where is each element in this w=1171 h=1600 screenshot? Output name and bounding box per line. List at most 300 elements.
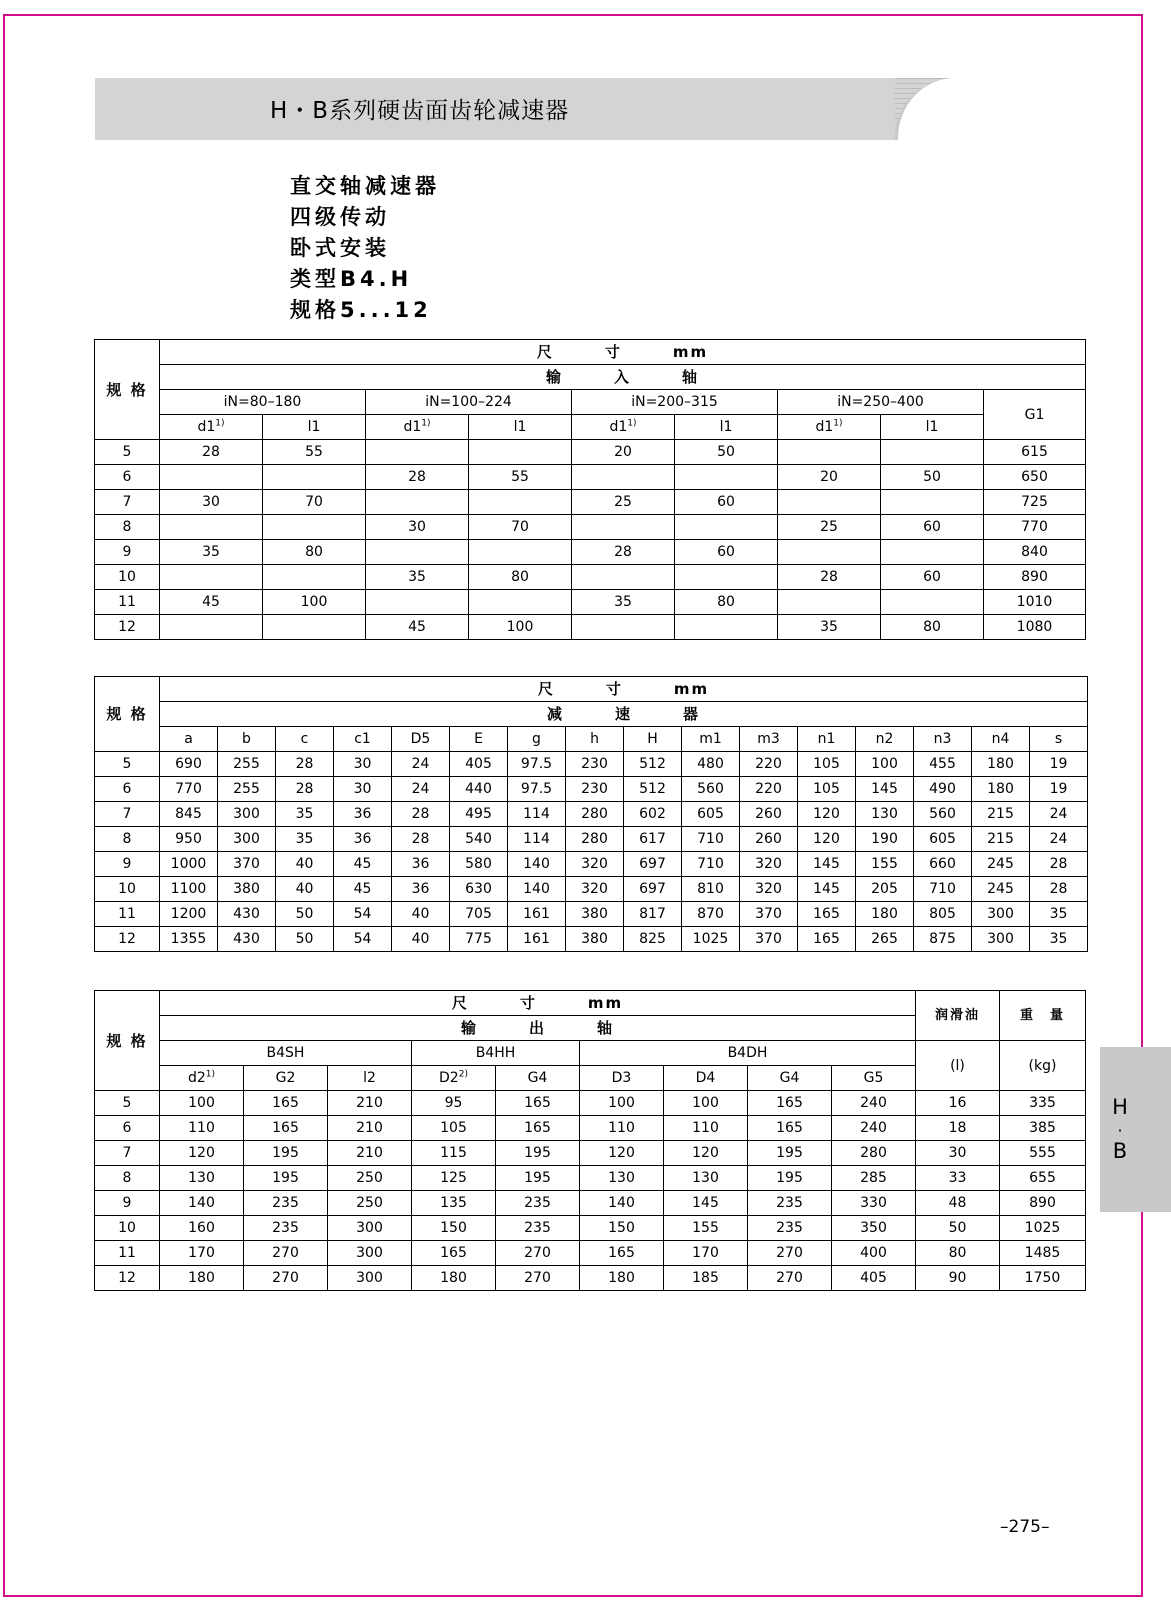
table-cell: 60	[881, 565, 984, 590]
heading-line-5: 规格5...12	[290, 298, 432, 322]
spec-cell: 9	[95, 540, 160, 565]
table-cell	[366, 490, 469, 515]
table-cell: 28	[160, 440, 263, 465]
table-cell: 455	[914, 752, 972, 777]
spec-cell: 8	[95, 515, 160, 540]
ratio-range-header: iN=100–224	[366, 390, 572, 415]
group-header-b4dh: B4DH	[580, 1041, 916, 1066]
table-cell: 260	[740, 827, 798, 852]
table-cell: 165	[496, 1091, 580, 1116]
spec-cell: 7	[95, 802, 160, 827]
table-cell: 110	[664, 1116, 748, 1141]
table-cell: 890	[1000, 1191, 1086, 1216]
table-cell: 300	[218, 827, 276, 852]
header-banner	[95, 78, 1085, 140]
spec-cell: 12	[95, 927, 160, 952]
table-cell: 60	[675, 490, 778, 515]
heading-line-1: 直交轴减速器	[290, 174, 440, 198]
dimension-header: 尺 寸 mm	[160, 677, 1088, 702]
table-header-row	[95, 340, 1086, 365]
table-cell: 28	[392, 802, 450, 827]
table-cell: 120	[798, 827, 856, 852]
table-cell: 35	[778, 615, 881, 640]
table-cell: 114	[508, 802, 566, 827]
table-cell: 235	[244, 1216, 328, 1241]
reducer-header: 减 速 器	[160, 702, 1088, 727]
table-cell: 240	[832, 1116, 916, 1141]
input-shaft-header: 输 入 轴	[160, 365, 1086, 390]
table-cell: 215	[972, 827, 1030, 852]
table-cell: 512	[624, 777, 682, 802]
table-cell: 35	[276, 827, 334, 852]
table-cell: 697	[624, 877, 682, 902]
table-cell: 165	[748, 1091, 832, 1116]
table-cell: 24	[1030, 827, 1088, 852]
l1-header: l1	[263, 415, 366, 440]
table-cell: 24	[1030, 802, 1088, 827]
column-header: H	[624, 727, 682, 752]
table-cell: 250	[328, 1166, 412, 1191]
table-cell: 870	[682, 902, 740, 927]
table-cell: 1080	[984, 615, 1086, 640]
table-cell	[366, 440, 469, 465]
table-cell: 195	[244, 1166, 328, 1191]
table-cell: 770	[160, 777, 218, 802]
table-cell: 50	[276, 902, 334, 927]
table-cell: 190	[856, 827, 914, 852]
table-cell: 385	[1000, 1116, 1086, 1141]
table-cell: 180	[972, 752, 1030, 777]
table-row	[95, 752, 1088, 777]
column-header: b	[218, 727, 276, 752]
table-cell: 270	[496, 1266, 580, 1291]
d1-header	[778, 415, 881, 440]
table-cell: 330	[832, 1191, 916, 1216]
column-label: d1	[197, 419, 216, 435]
table-cell: 230	[566, 752, 624, 777]
table-cell	[469, 440, 572, 465]
section-tab-dot: ·	[1117, 1121, 1123, 1140]
table-cell: 28	[1030, 877, 1088, 902]
table-cell: 48	[916, 1191, 1000, 1216]
table-cell	[469, 540, 572, 565]
table-cell: 80	[916, 1241, 1000, 1266]
table-cell: 161	[508, 927, 566, 952]
table-row	[95, 590, 1086, 615]
heading-line-4: 类型B4.H	[290, 267, 413, 291]
column-header: c	[276, 727, 334, 752]
table-cell: 255	[218, 752, 276, 777]
table-cell: 54	[334, 927, 392, 952]
footnote-mark: 1)	[215, 418, 225, 429]
table-header-row	[95, 677, 1088, 702]
spec-cell: 5	[95, 440, 160, 465]
table-cell: 705	[450, 902, 508, 927]
column-header: s	[1030, 727, 1088, 752]
spec-cell: 6	[95, 1116, 160, 1141]
table-cell: 110	[580, 1116, 664, 1141]
table-cell: 235	[496, 1191, 580, 1216]
table-header-row	[95, 415, 1086, 440]
table-header-row	[95, 702, 1088, 727]
table-cell: 235	[748, 1191, 832, 1216]
spec-cell: 5	[95, 752, 160, 777]
table-cell: 100	[580, 1091, 664, 1116]
table-cell	[881, 440, 984, 465]
table-cell: 25	[572, 490, 675, 515]
table-cell: 605	[914, 827, 972, 852]
table-cell: 650	[984, 465, 1086, 490]
ratio-range-header: iN=250–400	[778, 390, 984, 415]
page-number: –275–	[1000, 1517, 1050, 1537]
table-cell: 60	[881, 515, 984, 540]
table-cell: 80	[263, 540, 366, 565]
table-cell: 110	[160, 1116, 244, 1141]
table-cell: 170	[160, 1241, 244, 1266]
table-cell	[160, 565, 263, 590]
table-cell: 20	[778, 465, 881, 490]
table-row	[95, 902, 1088, 927]
table-cell: 380	[218, 877, 276, 902]
table-cell: 18	[916, 1116, 1000, 1141]
table-cell: 805	[914, 902, 972, 927]
table-cell: 725	[984, 490, 1086, 515]
table-cell: 115	[412, 1141, 496, 1166]
table-cell: 370	[740, 927, 798, 952]
spec-cell: 11	[95, 590, 160, 615]
weight-unit: (kg)	[1000, 1041, 1086, 1091]
table-cell: 120	[664, 1141, 748, 1166]
table-cell: 845	[160, 802, 218, 827]
table-cell: 100	[469, 615, 572, 640]
table-cell: 35	[366, 565, 469, 590]
table-cell: 120	[798, 802, 856, 827]
table-cell: 155	[856, 852, 914, 877]
d2-header	[160, 1066, 244, 1091]
table-cell: 36	[392, 852, 450, 877]
column-header: E	[450, 727, 508, 752]
table-cell: 140	[160, 1191, 244, 1216]
table-cell: 825	[624, 927, 682, 952]
table-cell: 16	[916, 1091, 1000, 1116]
table-cell: 490	[914, 777, 972, 802]
spec-cell: 10	[95, 877, 160, 902]
column-header: g	[508, 727, 566, 752]
spec-cell: 9	[95, 852, 160, 877]
table-cell	[675, 565, 778, 590]
table-cell: 617	[624, 827, 682, 852]
table-cell: 28	[276, 777, 334, 802]
table-cell: 245	[972, 877, 1030, 902]
spec-cell: 8	[95, 1166, 160, 1191]
column-header: a	[160, 727, 218, 752]
table-cell	[778, 590, 881, 615]
footnote-mark: 1)	[627, 418, 637, 429]
table-cell: 580	[450, 852, 508, 877]
table-cell: 28	[1030, 852, 1088, 877]
table-cell: 35	[1030, 927, 1088, 952]
D2-header	[412, 1066, 496, 1091]
table-cell: 97.5	[508, 752, 566, 777]
table-cell: 690	[160, 752, 218, 777]
table-cell: 161	[508, 902, 566, 927]
table-cell: 28	[366, 465, 469, 490]
column-header: c1	[334, 727, 392, 752]
table-cell: 950	[160, 827, 218, 852]
table-cell	[778, 540, 881, 565]
table-cell: 660	[914, 852, 972, 877]
table-cell: 140	[580, 1191, 664, 1216]
table-cell: 220	[740, 777, 798, 802]
spec-cell: 9	[95, 1191, 160, 1216]
table-cell: 50	[675, 440, 778, 465]
table-cell: 130	[160, 1166, 244, 1191]
table-cell: 100	[263, 590, 366, 615]
g4-header: G4	[748, 1066, 832, 1091]
table-cell: 300	[972, 927, 1030, 952]
table-cell: 35	[1030, 902, 1088, 927]
footnote-mark: 1)	[205, 1069, 216, 1080]
column-label: d1	[609, 419, 628, 435]
table-row	[95, 852, 1088, 877]
table-cell: 35	[276, 802, 334, 827]
table-cell: 430	[218, 927, 276, 952]
ratio-range-header: iN=200–315	[572, 390, 778, 415]
table-cell: 80	[881, 615, 984, 640]
table-cell	[263, 615, 366, 640]
table-cell: 165	[798, 902, 856, 927]
section-tab	[1100, 1047, 1171, 1212]
table-cell	[778, 440, 881, 465]
table-cell	[881, 490, 984, 515]
table-cell: 40	[392, 902, 450, 927]
table-cell: 105	[412, 1116, 496, 1141]
table-cell: 185	[664, 1266, 748, 1291]
table-cell: 1750	[1000, 1266, 1086, 1291]
table-cell: 875	[914, 927, 972, 952]
spec-cell: 7	[95, 1141, 160, 1166]
table-cell	[160, 615, 263, 640]
column-label: d2	[187, 1070, 206, 1086]
table-cell: 710	[682, 852, 740, 877]
table-cell: 350	[832, 1216, 916, 1241]
table-cell: 285	[832, 1166, 916, 1191]
l1-header: l1	[675, 415, 778, 440]
weight-header: 重 量	[1000, 991, 1086, 1041]
output-shaft-table	[94, 990, 1086, 1291]
table-cell: 70	[263, 490, 366, 515]
table-cell: 250	[328, 1191, 412, 1216]
spec-cell: 6	[95, 465, 160, 490]
table-cell: 50	[881, 465, 984, 490]
column-header: m3	[740, 727, 798, 752]
table-cell: 195	[748, 1166, 832, 1191]
banner-image-panel	[895, 78, 1085, 140]
table-row	[95, 465, 1086, 490]
table-row	[95, 1141, 1086, 1166]
column-header: n4	[972, 727, 1030, 752]
table-cell	[572, 515, 675, 540]
table-cell: 890	[984, 565, 1086, 590]
table-cell: 810	[682, 877, 740, 902]
table-cell: 205	[856, 877, 914, 902]
column-header: m1	[682, 727, 740, 752]
table-cell: 150	[580, 1216, 664, 1241]
table-cell: 775	[450, 927, 508, 952]
table-row	[95, 565, 1086, 590]
table-cell: 540	[450, 827, 508, 852]
table-cell: 28	[276, 752, 334, 777]
table-cell: 100	[856, 752, 914, 777]
table-cell: 60	[675, 540, 778, 565]
table-cell: 33	[916, 1166, 1000, 1191]
table-header-row	[95, 727, 1088, 752]
table-cell: 210	[328, 1091, 412, 1116]
table-cell: 140	[508, 852, 566, 877]
g1-header: G1	[984, 390, 1086, 440]
table-cell	[572, 615, 675, 640]
table-cell: 710	[682, 827, 740, 852]
table-cell: 1200	[160, 902, 218, 927]
table-cell: 20	[572, 440, 675, 465]
table-cell: 1100	[160, 877, 218, 902]
table-cell: 195	[244, 1141, 328, 1166]
table-cell	[469, 590, 572, 615]
table-cell: 335	[1000, 1091, 1086, 1116]
table-cell	[263, 515, 366, 540]
d3-header: D3	[580, 1066, 664, 1091]
d1-header	[160, 415, 263, 440]
column-header: n1	[798, 727, 856, 752]
table-cell: 54	[334, 902, 392, 927]
table-row	[95, 1166, 1086, 1191]
section-tab-letter: B	[1112, 1139, 1128, 1163]
table-cell: 235	[748, 1216, 832, 1241]
table-cell: 655	[1000, 1166, 1086, 1191]
spec-cell: 12	[95, 615, 160, 640]
table-cell	[572, 465, 675, 490]
table-cell: 240	[832, 1091, 916, 1116]
spec-cell: 7	[95, 490, 160, 515]
table-cell: 697	[624, 852, 682, 877]
table-cell: 300	[328, 1266, 412, 1291]
table-cell: 145	[798, 877, 856, 902]
group-header-b4sh: B4SH	[160, 1041, 412, 1066]
table-cell: 320	[566, 877, 624, 902]
table-cell: 120	[160, 1141, 244, 1166]
table-row	[95, 927, 1088, 952]
table-cell: 30	[334, 752, 392, 777]
table-cell: 24	[392, 777, 450, 802]
table-cell: 230	[566, 777, 624, 802]
table-cell: 770	[984, 515, 1086, 540]
l2-header: l2	[328, 1066, 412, 1091]
table-cell: 40	[276, 852, 334, 877]
table-cell: 24	[392, 752, 450, 777]
table-cell: 140	[508, 877, 566, 902]
table-row	[95, 1191, 1086, 1216]
table-cell: 370	[218, 852, 276, 877]
spec-cell: 11	[95, 902, 160, 927]
column-header: n2	[856, 727, 914, 752]
table-header-row	[95, 390, 1086, 415]
table-cell: 195	[748, 1141, 832, 1166]
table-cell: 130	[664, 1166, 748, 1191]
table-cell	[263, 565, 366, 590]
table-cell: 45	[160, 590, 263, 615]
output-shaft-header: 输 出 轴	[160, 1016, 916, 1041]
table-cell: 400	[832, 1241, 916, 1266]
group-header-b4hh: B4HH	[412, 1041, 580, 1066]
table-cell	[675, 465, 778, 490]
column-label: d1	[403, 419, 422, 435]
table-cell: 25	[778, 515, 881, 540]
table-cell	[881, 540, 984, 565]
table-cell: 440	[450, 777, 508, 802]
table-row	[95, 1216, 1086, 1241]
table-cell: 165	[798, 927, 856, 952]
table-cell	[469, 490, 572, 515]
table-cell: 125	[412, 1166, 496, 1191]
table-cell: 260	[740, 802, 798, 827]
table-row	[95, 615, 1086, 640]
table-cell: 100	[664, 1091, 748, 1116]
table-cell: 80	[469, 565, 572, 590]
table-cell	[160, 515, 263, 540]
column-label: D2	[439, 1070, 459, 1086]
table-cell: 35	[160, 540, 263, 565]
table-cell	[263, 465, 366, 490]
l1-header: l1	[881, 415, 984, 440]
table-cell: 840	[984, 540, 1086, 565]
table-cell: 120	[580, 1141, 664, 1166]
table-cell: 180	[160, 1266, 244, 1291]
spec-header: 规 格	[95, 340, 160, 440]
table-row	[95, 540, 1086, 565]
table-cell: 220	[740, 752, 798, 777]
table-cell: 165	[244, 1116, 328, 1141]
table-cell: 255	[218, 777, 276, 802]
l1-header: l1	[469, 415, 572, 440]
spec-cell: 10	[95, 565, 160, 590]
table-cell: 1355	[160, 927, 218, 952]
ratio-range-header: iN=80–180	[160, 390, 366, 415]
table-cell: 1000	[160, 852, 218, 877]
table-row	[95, 515, 1086, 540]
table-cell: 97.5	[508, 777, 566, 802]
table-cell: 50	[276, 927, 334, 952]
spec-cell: 8	[95, 827, 160, 852]
table-cell: 28	[392, 827, 450, 852]
table-cell: 602	[624, 802, 682, 827]
table-cell: 165	[580, 1241, 664, 1266]
table-row	[95, 802, 1088, 827]
table-cell: 560	[914, 802, 972, 827]
table-cell: 130	[580, 1166, 664, 1191]
d1-header	[366, 415, 469, 440]
table-cell: 270	[244, 1266, 328, 1291]
table-cell: 35	[572, 590, 675, 615]
oil-header: 润滑油	[916, 991, 1000, 1041]
table-cell: 155	[664, 1216, 748, 1241]
table-cell: 30	[334, 777, 392, 802]
table-cell: 555	[1000, 1141, 1086, 1166]
table-cell: 28	[778, 565, 881, 590]
table-cell: 150	[412, 1216, 496, 1241]
table-cell: 280	[566, 827, 624, 852]
table-cell: 560	[682, 777, 740, 802]
table-cell: 235	[496, 1216, 580, 1241]
